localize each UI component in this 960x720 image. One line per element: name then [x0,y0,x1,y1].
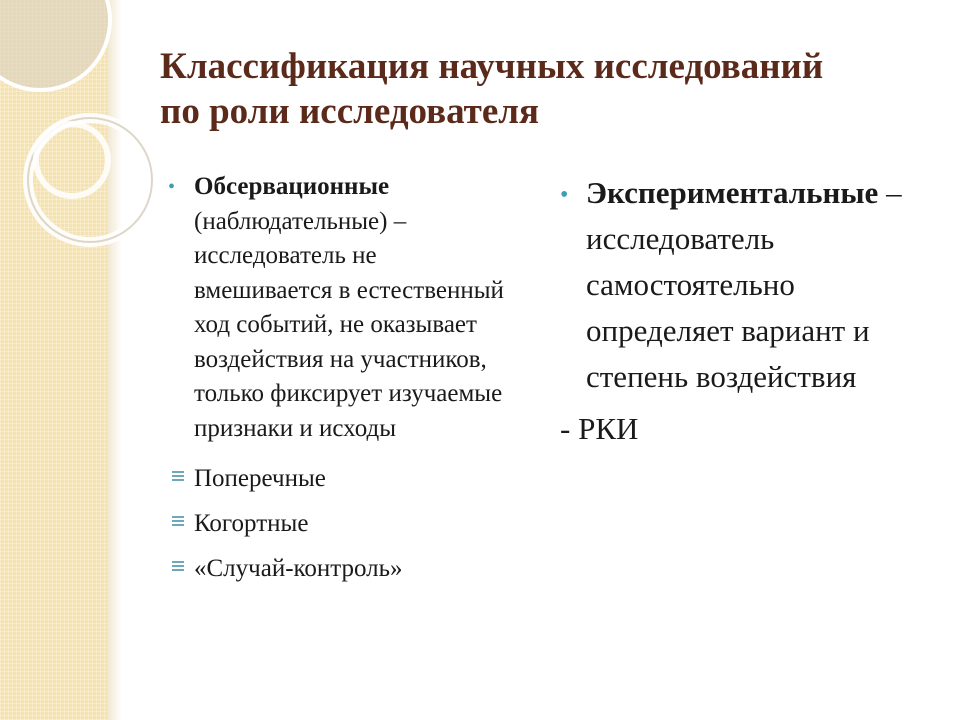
slide-title-line-2: по роли исследователя [160,91,540,132]
bullet-dot-icon: • [168,176,176,198]
list-item [168,501,518,546]
observational-description: (наблюдательные) – исследователь не вмешивается в естественный ход событий, не оказывает воздействия на участников, только фиксирует изучаемые признаки и исходы [194,207,504,442]
experimental-term: Экспериментальные [586,175,879,210]
observational-bullet [168,170,518,446]
subtype-label: Когортные [194,510,309,537]
list-item [168,456,518,501]
subtype-label: «Случай-контроль» [194,555,403,582]
rct-note: - РКИ [560,411,639,446]
list-lines-icon [172,471,184,483]
experimental-description: – исследователь самостоятельно определяет вариант и степень воздействия [586,175,902,394]
decorative-circle-top [0,0,110,90]
list-lines-icon [172,516,184,528]
list-item [168,546,518,591]
slide-title-line-1: Классификация научных исследований [160,46,824,87]
subtype-label: Поперечные [194,465,326,492]
observational-subtypes [168,456,518,591]
observational-term: Обсервационные [194,173,390,200]
slide-title [160,44,940,134]
left-column [168,170,518,591]
list-lines-icon [172,561,184,573]
decorative-ring-small [36,124,108,196]
decorative-rings [0,0,160,260]
experimental-bullet [560,170,940,400]
bullet-dot-icon: • [560,182,569,208]
right-column [560,170,940,452]
